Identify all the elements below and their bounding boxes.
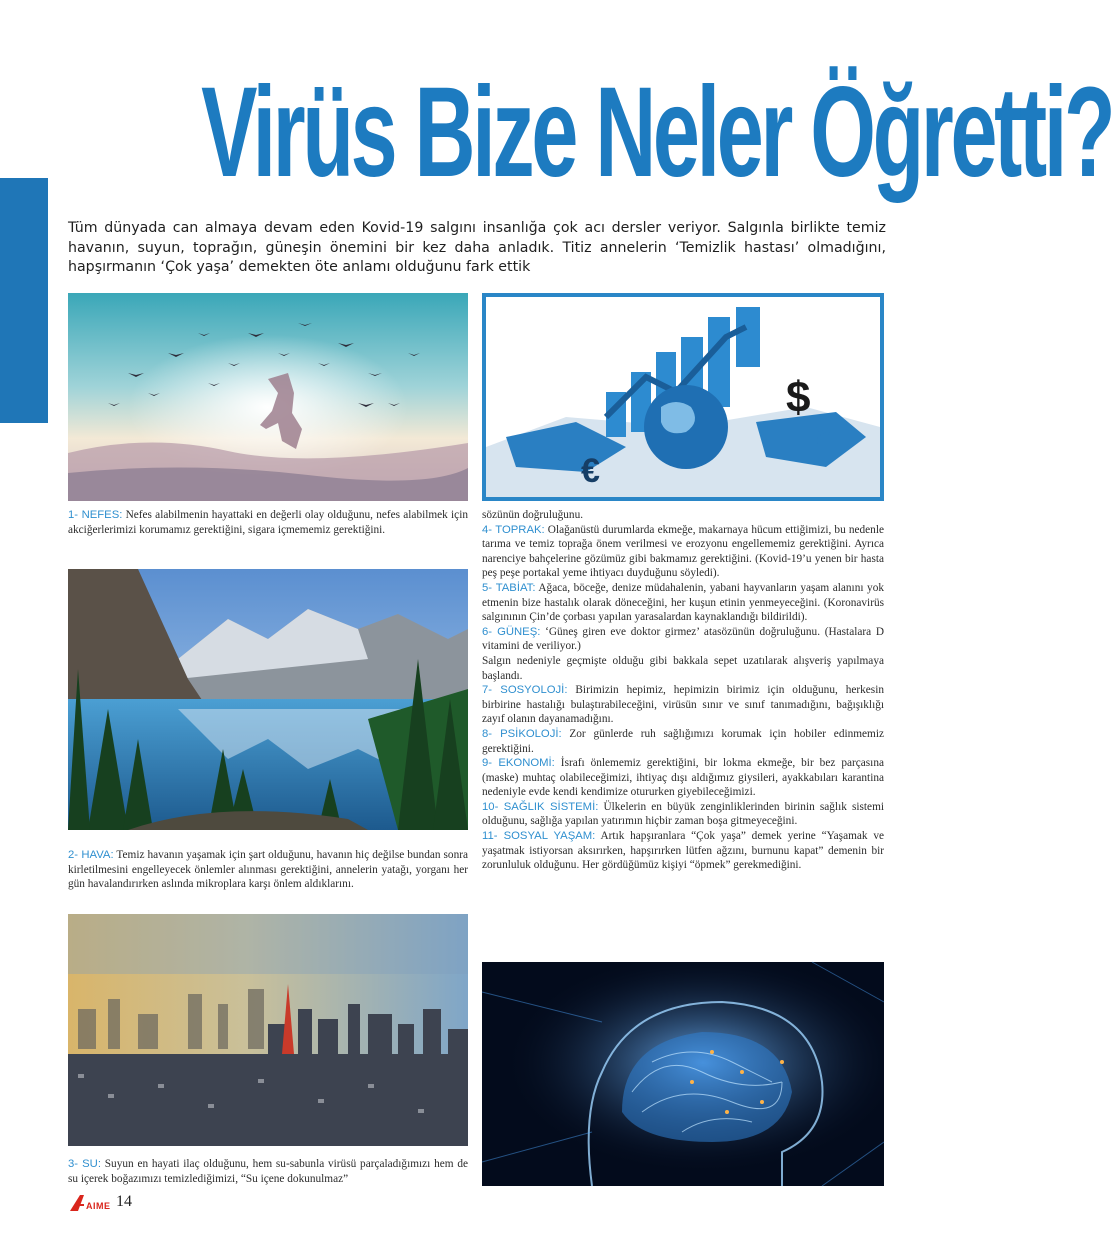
item-7-sosyoloji: 7- SOSYOLOJİ: Birimizin hepimiz, hepimizin birimiz için olduğunu, herkesin birbirine hastalığı bulaştırabileceğini, virüsün sınır ve sınıf tanımadığını, bağışıklığı zayıf olanın dayanamadığını. bbox=[482, 684, 884, 726]
breathing-freedom-photo bbox=[68, 293, 468, 501]
item-3-continuation: sözünün doğruluğunu. bbox=[482, 509, 584, 521]
intro-paragraph: Tüm dünyada can almaya devam eden Kovid-19 salgını insanlığa çok acı dersler veriyor. Salgınla birlikte temiz havanın, suyun, toprağın, güneşin önemini bir kez daha anladık. Titiz annelerin ‘Temizlik hastası’ olmadığını, hapşırmanın ‘Çok yaşa’ demekten öte anlamı olduğunu fark ettik bbox=[68, 220, 886, 275]
svg-text:¥: ¥ bbox=[816, 421, 833, 454]
item-3-su: 3- SU: Suyun en hayati ilaç olduğunu, hem su-sabunla virüsü parçaladığımızı hem de su içerek boğazımızı temizlediğimizi, “Su içene dokunulmaz” bbox=[68, 1158, 468, 1185]
item-9-ekonomi: 9- EKONOMİ: İsrafı önlememiz gerektiğini, bir lokma ekmeğe, bir bez parçasına (maske) muhtaç olabileceğimizi, ihtiyaç dışı aldığımız giysileri, ayakkabıları karantina nedeniyle evde kendi kendimize otururken giyebileceğimizi. bbox=[482, 757, 884, 799]
economy-globe-photo bbox=[482, 293, 884, 501]
item-2-hava: 2- HAVA: Temiz havanın yaşamak için şart olduğunu, havanın hiç değilse bundan sonra kirletilmesini engelleyecek önlemler alınması gerektiğini, annelerin yatağı, yorganı her gün havalandırırken aslında mikroplara karşı önlem aldıklarını. bbox=[68, 849, 468, 891]
svg-text:$: $ bbox=[786, 373, 811, 422]
page-title: Virüs Bize Neler Öğretti? bbox=[201, 61, 1112, 204]
item-10-saglik-sistemi: 10- SAĞLIK SİSTEMİ: Ülkelerin en büyük zenginliklerinden birinin sağlık sistemi olduğunu, sağlığa yapılan yatırımın hiçbir zaman boşa gitmeyeceğini. bbox=[482, 800, 884, 828]
mountain-lake-photo bbox=[68, 569, 468, 830]
item-6-gunes: 6- GÜNEŞ: ‘Güneş giren eve doktor girmez’ atasözünün doğruluğunu. (Hastalara D vitamini de veriliyor.) bbox=[482, 625, 885, 653]
right-text-column bbox=[482, 508, 884, 873]
brain-network-photo bbox=[482, 962, 884, 1186]
item-8-psikoloji: 8- PSİKOLOJİ: Zor günlerde ruh sağlığımızı korumak için hobiler edinmemiz gerektiğini. bbox=[482, 727, 884, 755]
city-skyline-photo bbox=[68, 914, 468, 1146]
item-1-nefes: 1- NEFES: Nefes alabilmenin hayattaki en değerli olay olduğunu, nefes alabilmek için akciğerlerimizi korumamız gerektiğini, sigara içmememiz gerektiğini. bbox=[68, 509, 468, 536]
logo-text: AIME bbox=[86, 1201, 111, 1211]
svg-text:€: € bbox=[581, 452, 600, 490]
side-accent-bar bbox=[0, 178, 48, 423]
page-number: 14 bbox=[116, 1193, 132, 1210]
item-11-sosyal-yasam: 11- SOSYAL YAŞAM: Artık hapşıranlara “Çok yaşa” demek yerine “Yaşamak ve yaşatmak istiyorsan aksırırken, hapşırırken lütfen ağzını, burnunu kapat” demenin bir zorunluluk olduğunu. Her gördüğümüz kişiyi “öpmek” gerekmediğini. bbox=[482, 830, 884, 872]
item-6-note: Salgın nedeniyle geçmişte olduğu gibi bakkala sepet uzatılarak alışveriş yapılmaya başlandı. bbox=[482, 654, 884, 682]
item-5-tabiat: 5- TABİAT: Ağaca, böceğe, denize müdahalenin, yabani hayvanların yaşam alanını yok etmenin bize hastalık olarak döneceğini, her kuşun etinin yenmeyeceğini. (Koronavirüs salgınının Çin’de çorbası yapılan yarasalardan kaynaklandığı bildirildi). bbox=[482, 581, 884, 624]
item-4-toprak: 4- TOPRAK: Olağanüstü durumlarda ekmeğe, makarnaya hücum ettiğimizi, bu nedenle tarıma ve temiz toprağa önem verilmesi ve erozyonu engellememiz gerektiğini. Ayrıca narenciye bahçelerine gözümüz gibi bakmamız gerektiğini. (Kovid-19’u yenen bir hasta peş peşe portakal yeme ihtiyacı duyduğunu söyledi). bbox=[482, 523, 884, 580]
